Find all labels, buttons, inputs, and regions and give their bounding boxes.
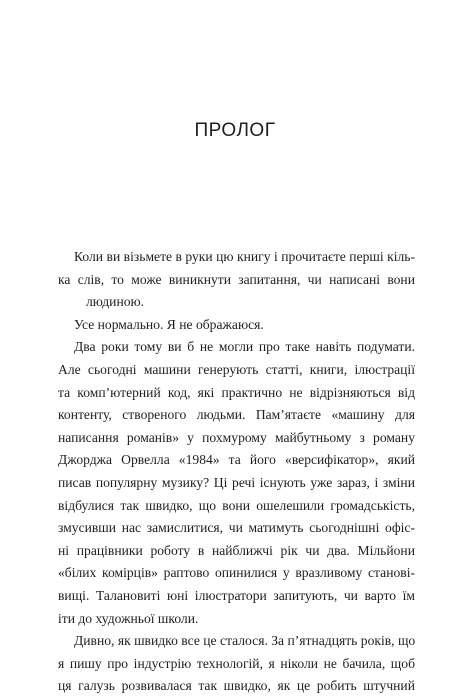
body-text: [58, 246, 415, 698]
text-line: та комп’ютерний код, які практично не відрізняються від: [58, 384, 415, 400]
text-line: писав популярну музику? Ці речі існують уже зараз, і зміни: [58, 474, 415, 490]
text-line: «білих комірців» раптово опинилися у вразливому станові-: [58, 565, 415, 581]
text-line: ка слів, то може виникнути запитання, чи написані вони: [58, 271, 415, 287]
text-line: ні працівники роботу в найближчі рік чи два. Мільйони: [58, 542, 415, 558]
text-line: Коли ви візьмете в руки цю книгу і прочитаєте перші кіль-: [74, 249, 415, 264]
text-line: людиною.: [86, 294, 145, 310]
text-line: Але сьогодні машини генерують статті, книги, ілюстрації: [58, 361, 415, 377]
text-line: Джорджа Орвелла «1984» та його «версифікатор», який: [58, 452, 415, 468]
text-line: контенту, створеного людьми. Пам’ятаєте «машину для: [58, 407, 415, 423]
text-line: відбулися так швидко, що вони ошелешили громадськість,: [58, 497, 415, 513]
text-line: я пишу про індустрію технологій, я ніколи не бачила, щоб: [58, 655, 415, 671]
text-line: Два роки тому ви б не могли про таке навіть подумати.: [74, 339, 415, 355]
text-line: ця галузь розвивалася так швидко, як це робить штучний: [58, 678, 415, 694]
text-line: вищі. Талановиті юні ілюстратори запитують, чи варто їм: [58, 587, 415, 603]
text-line: написання романів» у похмурому майбутньому з роману: [58, 429, 415, 445]
text-line: Дивно, як швидко все це сталося. За п’ятнадцять років, що: [74, 633, 416, 649]
text-line: Усе нормально. Я не ображаюся.: [74, 316, 264, 332]
text-line: іти до художньої школи.: [58, 610, 199, 626]
text-line: змусивши нас замислитися, чи матимуть сьогоднішні офіс-: [58, 520, 415, 536]
chapter-title: ПРОЛОГ: [194, 120, 276, 141]
